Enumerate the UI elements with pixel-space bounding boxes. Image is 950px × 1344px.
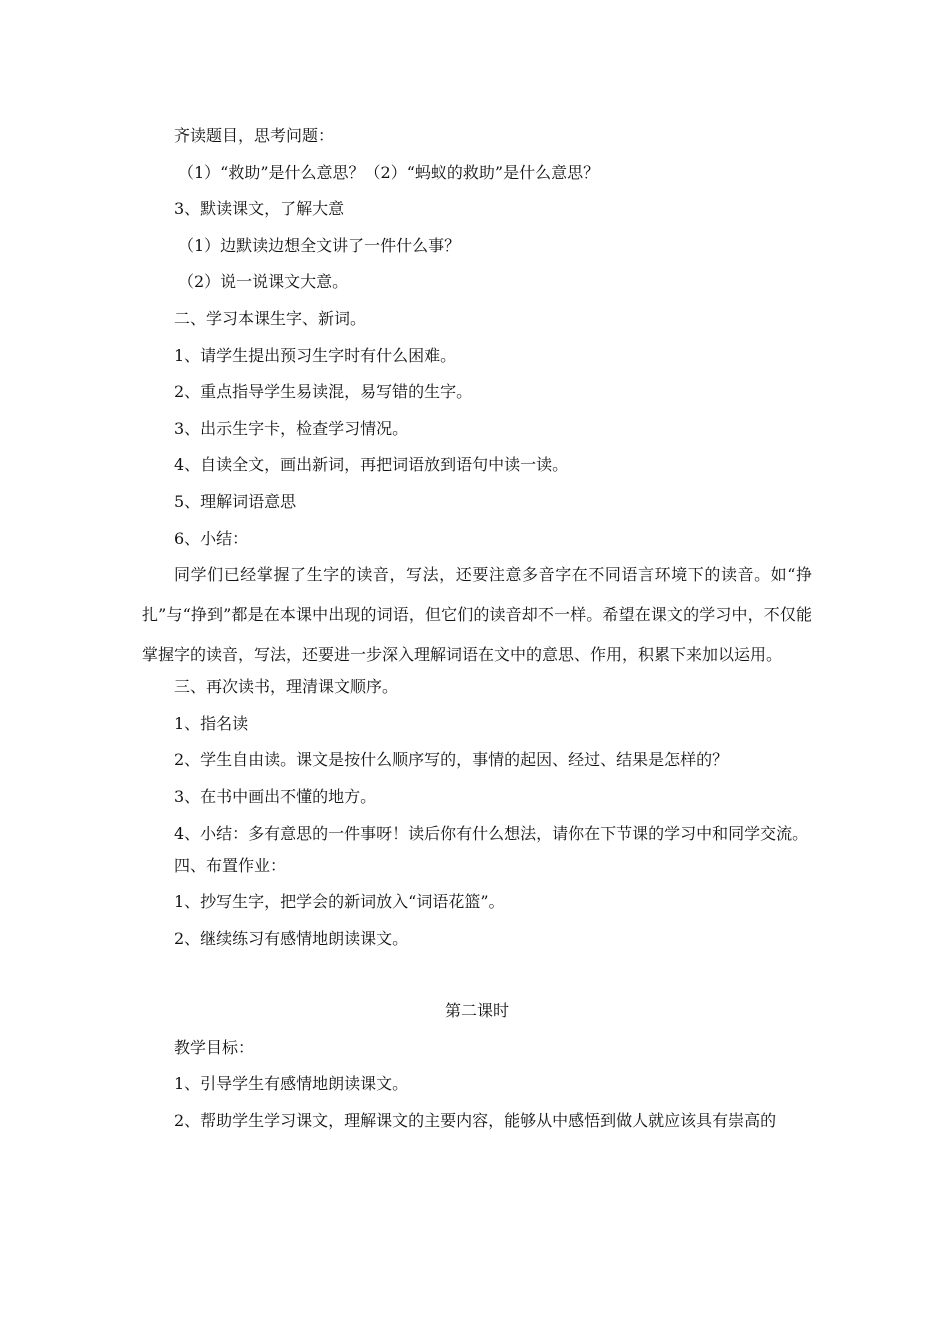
text-line: （1）边默读边想全文讲了一件什么事？	[178, 235, 461, 255]
text-line: 1、抄写生字，把学会的新词放入“词语花篮”。	[174, 892, 505, 912]
text-line: 2、帮助学生学习课文，理解课文的主要内容，能够从中感悟到做人就应该具有崇高的	[174, 1111, 777, 1131]
text-line: 3、在书中画出不懂的地方。	[174, 786, 377, 806]
section-heading: 三、再次读书，理清课文顺序。	[174, 677, 399, 697]
text-line: 2、学生自由读。课文是按什么顺序写的，事情的起因、经过、结果是怎样的？	[174, 750, 729, 770]
text-line: 5、理解词语意思	[174, 491, 297, 511]
text-line: 6、小结：	[174, 528, 249, 548]
blank-line	[142, 961, 812, 997]
section-heading: 四、布置作业：	[174, 855, 287, 875]
text-line: 教学目标：	[174, 1037, 255, 1057]
section-heading: 二、学习本课生字、新词。	[174, 308, 367, 328]
text-line: 2、重点指导学生易读混，易写错的生字。	[174, 382, 473, 402]
text-line: 3、默读课文，了解大意	[174, 199, 345, 219]
summary-paragraph: 4、小结：多有意思的一件事呀！读后你有什么想法，请你在下节课的学习中和同学交流。	[174, 823, 809, 843]
text-line: 1、请学生提出预习生字时有什么困难。	[174, 345, 457, 365]
document-body	[142, 122, 812, 1144]
text-line: 2、继续练习有感情地朗读课文。	[174, 928, 409, 948]
text-line: 3、出示生字卡，检查学习情况。	[174, 418, 409, 438]
text-line: 齐读题目，思考问题：	[174, 126, 335, 145]
text-line: 4、自读全文，画出新词，再把词语放到语句中读一读。	[174, 455, 569, 475]
summary-paragraph: 同学们已经掌握了生字的读音，写法，还要注意多音字在不同语言环境下的读音。如“挣扎”与“挣到”都是在本课中出现的词语，但它们的读音却不一样。希望在课文的学习中，不仅能掌握字的读音，写法，还要进一步深入理解词语在文中的意思、作用，积累下来加以运用。	[142, 565, 812, 665]
text-line: （2）说一说课文大意。	[178, 272, 349, 292]
section-title: 第二课时	[444, 1001, 509, 1021]
text-line: 1、指名读	[174, 713, 249, 733]
text-line: （1）“救助”是什么意思？（2）“蚂蚁的救助”是什么意思？	[178, 162, 600, 182]
text-line: 1、引导学生有感情地朗读课文。	[174, 1074, 409, 1094]
